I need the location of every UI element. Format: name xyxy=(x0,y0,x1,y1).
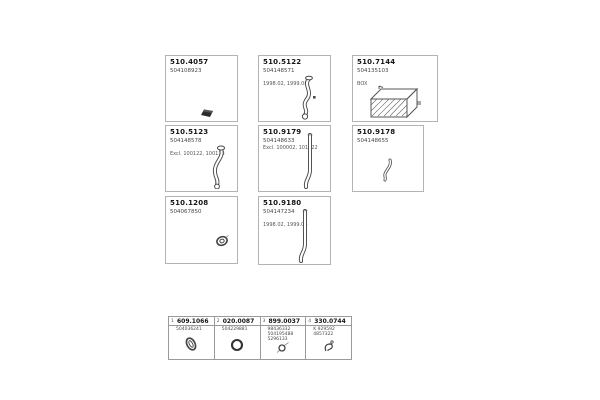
oe-reference: 504147234 xyxy=(263,208,295,215)
fitting-part-column[interactable] xyxy=(215,317,261,359)
part-number: 330.0744 xyxy=(314,317,346,325)
fitting-part-column[interactable] xyxy=(169,317,215,359)
fitting-part-column[interactable] xyxy=(306,317,351,359)
oe-reference: 504229881 xyxy=(221,327,248,332)
part-number: 510.9179 xyxy=(263,128,302,136)
fitting-part-header xyxy=(169,317,214,326)
column-index: 2 xyxy=(216,318,220,324)
oe-reference: 504036241 xyxy=(176,327,202,332)
part-number: 609.1066 xyxy=(177,317,209,325)
column-index: 4 xyxy=(308,318,312,324)
part-number: 510.5123 xyxy=(170,128,209,136)
part-cell[interactable] xyxy=(165,196,238,264)
rubber-mount-icon xyxy=(200,103,214,122)
part-cell[interactable] xyxy=(352,125,424,192)
part-number: 510.4057 xyxy=(170,58,209,66)
part-cell[interactable] xyxy=(258,196,331,265)
part-number: 510.5122 xyxy=(263,58,302,66)
fitting-part-header xyxy=(261,317,306,326)
oe-reference: 504067850 xyxy=(170,208,202,215)
fitting-part-header xyxy=(215,317,260,326)
fitting-part-column[interactable] xyxy=(261,317,307,359)
oe-references xyxy=(169,326,214,332)
oe-reference: 504148578 xyxy=(170,137,202,144)
muffler-box-icon xyxy=(367,85,423,125)
oe-reference: K 929592 xyxy=(313,327,335,332)
pipe-elbow-icon xyxy=(379,158,395,186)
part-number: 510.7144 xyxy=(357,58,396,66)
fitting-part-header xyxy=(306,317,351,326)
fitting-parts-table xyxy=(168,316,352,360)
oe-reference: 504148655 xyxy=(357,137,389,144)
oe-references xyxy=(215,326,260,332)
oval-gasket-icon xyxy=(182,335,200,357)
fitment-note: BOX xyxy=(357,80,368,87)
part-cell[interactable] xyxy=(352,55,438,122)
fitment-note: 1998.02, 1999.08 xyxy=(263,221,308,228)
part-cell[interactable] xyxy=(165,125,238,192)
long-curved-pipe-icon xyxy=(299,132,317,194)
oe-reference: 504135103 xyxy=(357,67,389,74)
part-cell[interactable] xyxy=(258,125,331,192)
column-index: 1 xyxy=(171,318,174,324)
s-pipe-icon xyxy=(289,74,319,124)
part-number: 899.0037 xyxy=(268,317,301,325)
part-number: 510.1208 xyxy=(170,199,209,207)
oe-reference: 98436332 xyxy=(267,327,291,332)
o-ring-icon xyxy=(229,337,245,357)
pipe-clamp-icon xyxy=(275,338,291,357)
oe-reference: 504195488 xyxy=(267,332,294,338)
part-cell[interactable] xyxy=(165,55,238,122)
part-number: 020.0087 xyxy=(222,317,255,325)
bracket-clamp-icon xyxy=(322,338,336,357)
part-cell[interactable] xyxy=(258,55,331,122)
oe-reference: 504108923 xyxy=(170,67,202,74)
straight-pipe-icon xyxy=(293,208,313,268)
fitment-note: Excl. 100002, 101122 xyxy=(263,144,318,151)
fitment-note: Excl. 100122, 100133 xyxy=(170,150,225,157)
oe-reference: 504148571 xyxy=(263,67,295,74)
oe-reference: 4857322 xyxy=(313,332,334,338)
column-index: 3 xyxy=(262,318,266,324)
fitment-note: 1998.02, 1999.08 xyxy=(263,80,308,87)
gasket-ring-icon xyxy=(214,233,230,253)
part-number: 510.9180 xyxy=(263,199,302,207)
oe-reference: 5296133 xyxy=(267,337,288,343)
oe-references xyxy=(306,326,351,337)
bent-pipe-icon xyxy=(206,143,234,193)
part-number: 510.9178 xyxy=(357,128,396,136)
oe-reference: 504148633 xyxy=(263,137,295,144)
